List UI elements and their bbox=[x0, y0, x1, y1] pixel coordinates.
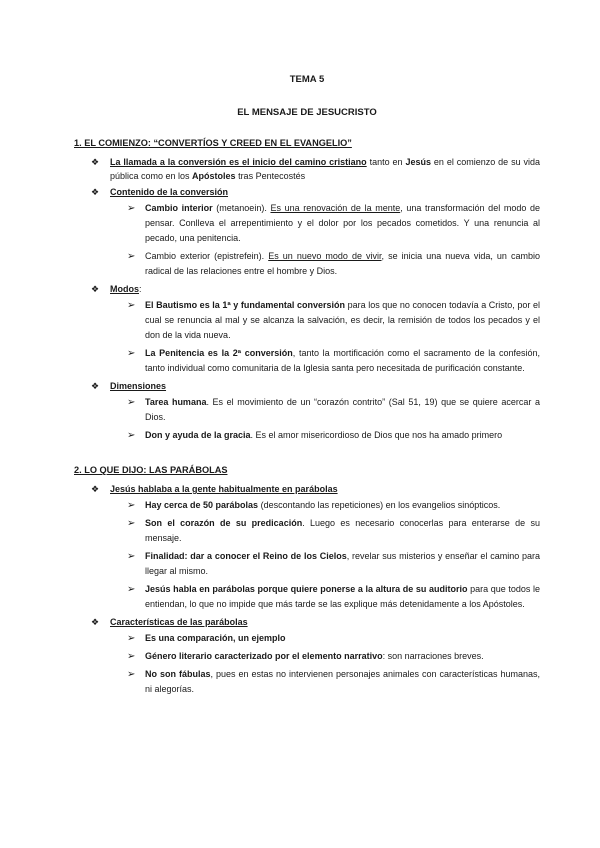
text-run: Es una renovación de la mente bbox=[270, 203, 401, 213]
text-run: La llamada a la conversión es el inicio del camino cristiano bbox=[110, 157, 367, 167]
diamond-bullet-icon: ❖ bbox=[91, 484, 100, 494]
text-run: tras Pentecostés bbox=[235, 171, 306, 181]
subheading: Dimensiones bbox=[110, 381, 167, 391]
arrow-bullet-icon: ➢ bbox=[127, 633, 136, 644]
diamond-bullet-icon: ❖ bbox=[91, 157, 100, 167]
text-run: Jesús bbox=[405, 157, 431, 167]
text-run: . Es el amor misericordioso de Dios que nos ha amado primero bbox=[250, 430, 503, 440]
list-item bbox=[74, 631, 540, 646]
list-item bbox=[74, 395, 540, 425]
text-run: para los que no conocen todavía a Cristo, por el cual se renuncia al mal y se alcanza la salvación, es decir, la remisión de todos los pecados y el don de la vida nueva. bbox=[145, 300, 540, 340]
text-run: para que todos le entiendan, lo que no impide que más tarde se las explique más detenidamente a los Apóstoles. bbox=[145, 584, 540, 609]
list-item bbox=[74, 615, 540, 629]
text-run: Es un nuevo modo de vivir bbox=[268, 251, 382, 261]
list-item bbox=[74, 667, 540, 697]
section-1-title: 1. EL COMIENZO: “CONVERTÍOS Y CREED EN EL EVANGELIO” bbox=[74, 138, 352, 148]
text-run: Jesús habla en parábolas porque quiere ponerse a la altura de su auditorio bbox=[145, 584, 468, 594]
text-run: , se inicia una nueva vida, un cambio radical de las relaciones entre el hombre y Dios. bbox=[145, 251, 540, 276]
arrow-bullet-icon: ➢ bbox=[127, 430, 136, 441]
list-item bbox=[74, 379, 540, 393]
text-run: Tarea humana bbox=[145, 397, 207, 407]
arrow-bullet-icon: ➢ bbox=[127, 251, 136, 262]
list-item bbox=[74, 516, 540, 546]
page-subtitle: EL MENSAJE DE JESUCRISTO bbox=[237, 107, 377, 118]
subheading: Jesús hablaba a la gente habitualmente en parábolas bbox=[110, 484, 338, 494]
arrow-bullet-icon: ➢ bbox=[127, 651, 136, 662]
diamond-bullet-icon: ❖ bbox=[91, 617, 100, 627]
text-run: : son narraciones breves. bbox=[382, 651, 484, 661]
text-run: Apóstoles bbox=[192, 171, 236, 181]
text-run: El Bautismo es la 1ª y fundamental conversión bbox=[145, 300, 345, 310]
text-run: Cambio exterior (epistrefein). bbox=[145, 251, 269, 261]
text-run: Don y ayuda de la gracia bbox=[145, 430, 251, 440]
arrow-bullet-icon: ➢ bbox=[127, 348, 136, 359]
arrow-bullet-icon: ➢ bbox=[127, 584, 136, 595]
subheading: Contenido de la conversión bbox=[110, 187, 229, 197]
diamond-bullet-icon: ❖ bbox=[91, 381, 100, 391]
list-item bbox=[74, 185, 540, 199]
list-item bbox=[74, 282, 540, 296]
text-run: , tanto la mortificación como el sacramento de la confesión, tanto individual como comunitaria de la Iglesia santa pero necesitada de purificación constante. bbox=[145, 348, 540, 373]
list-item bbox=[74, 498, 540, 513]
text-run: Finalidad: dar a conocer el Reino de los Cielos bbox=[145, 551, 347, 561]
text-run: . Es el movimiento de un “corazón contrito” (Sal 51, 19) que se quiere acercar a Dios. bbox=[145, 397, 540, 422]
list-item bbox=[74, 155, 540, 183]
arrow-bullet-icon: ➢ bbox=[127, 551, 136, 562]
text-run: No son fábulas bbox=[145, 669, 211, 679]
list-item bbox=[74, 482, 540, 496]
subheading: Modos bbox=[110, 284, 139, 294]
arrow-bullet-icon: ➢ bbox=[127, 518, 136, 529]
text-run: . Luego es necesario conocerlas para enterarse de su mensaje. bbox=[145, 518, 540, 543]
list-item bbox=[74, 346, 540, 376]
section-2-title: 2. LO QUE DIJO: LAS PARÁBOLAS bbox=[74, 465, 228, 475]
list-item bbox=[74, 201, 540, 246]
diamond-bullet-icon: ❖ bbox=[91, 284, 100, 294]
page-title: TEMA 5 bbox=[289, 74, 325, 85]
arrow-bullet-icon: ➢ bbox=[127, 669, 136, 680]
text-run: , revelar sus misterios y enseñar el camino para llegar al mismo. bbox=[145, 551, 540, 576]
text-run: tanto en bbox=[366, 157, 406, 167]
text-run: (metanoein). bbox=[212, 203, 271, 213]
list-item bbox=[74, 549, 540, 579]
text-run: , una transformación del modo de pensar. Conlleva el arrepentimiento y el dolor por los pecados cometidos. Y una renuncia al pecado, una penitencia. bbox=[145, 203, 540, 243]
list-item bbox=[74, 249, 540, 279]
arrow-bullet-icon: ➢ bbox=[127, 500, 136, 511]
text-run: Cambio interior bbox=[145, 203, 213, 213]
diamond-bullet-icon: ❖ bbox=[91, 187, 100, 197]
list-item bbox=[74, 298, 540, 343]
text-run: , pues en estas no intervienen personajes animales con características humanas, ni alegorías. bbox=[145, 669, 540, 694]
text-run: Son el corazón de su predicación bbox=[145, 518, 303, 528]
arrow-bullet-icon: ➢ bbox=[127, 397, 136, 408]
list-item bbox=[74, 428, 540, 443]
list-item bbox=[74, 649, 540, 664]
text-run: en el comienzo de su vida pública como en los bbox=[110, 157, 540, 181]
text-run: (descontando las repeticiones) en los evangelios sinópticos. bbox=[258, 500, 501, 510]
text-run: Hay cerca de 50 parábolas bbox=[145, 500, 259, 510]
arrow-bullet-icon: ➢ bbox=[127, 300, 136, 311]
text-run: Género literario caracterizado por el elemento narrativo bbox=[145, 651, 383, 661]
text-run: La Penitencia es la 2ª conversión bbox=[145, 348, 293, 358]
list-item bbox=[74, 582, 540, 612]
text-run: : bbox=[139, 284, 142, 294]
arrow-bullet-icon: ➢ bbox=[127, 203, 136, 214]
text-run: Es una comparación, un ejemplo bbox=[145, 633, 286, 643]
subheading: Características de las parábolas bbox=[110, 617, 248, 627]
